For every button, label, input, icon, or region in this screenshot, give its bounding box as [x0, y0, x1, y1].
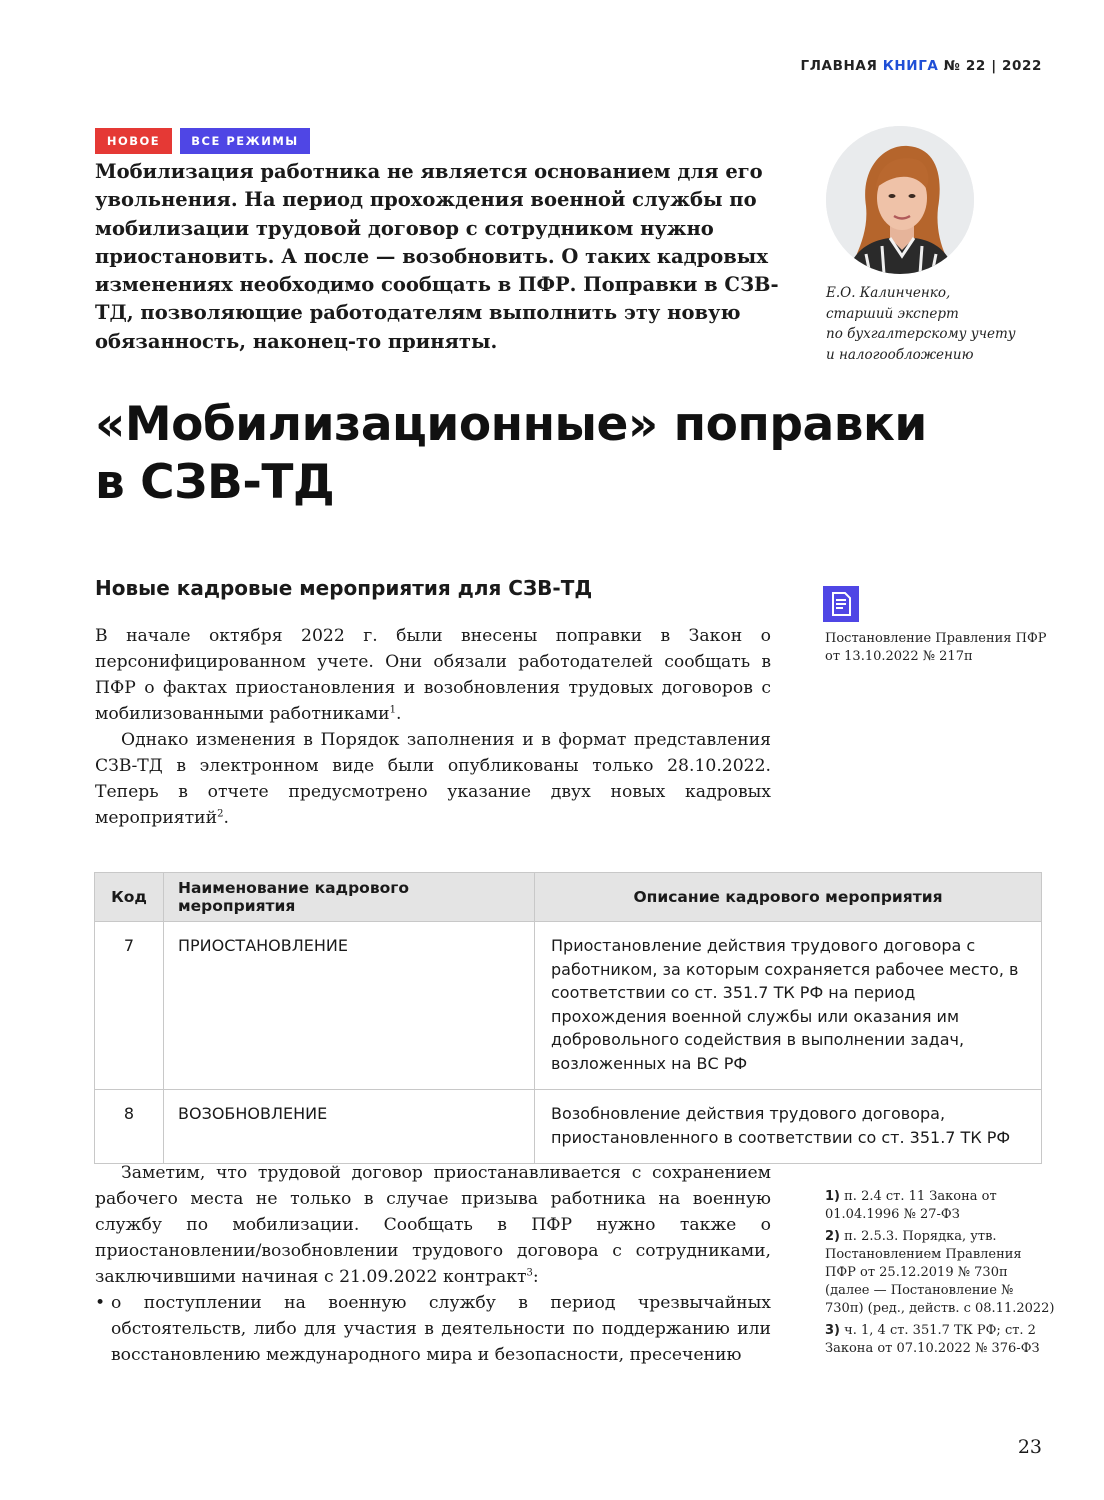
article-lead: Мобилизация работника не является основанием для его увольнения. На период прохождения военной службы по мобилизации трудовой договор с сотрудником нужно приостановить. А после — возобновить. О таких кадровых изменениях необходимо сообщать в ПФР. Поправки в СЗВ-ТД, позволяющие работодателям выполнить эту новую обязанность, наконец-то приняты.	[95, 160, 779, 353]
personnel-events-table	[94, 872, 1042, 1164]
list-item: • о поступлении на военную службу в период чрезвычайных обстоятельств, либо для участия в деятельности по поддержанию или восстановлению международного мира и безопасности, пресечению	[95, 1290, 771, 1368]
table-row	[95, 922, 1042, 1090]
tag-all-modes: ВСЕ РЕЖИМЫ	[180, 128, 310, 154]
cell-code: 8	[95, 1090, 164, 1164]
masthead-main: ГЛАВНАЯ	[800, 58, 878, 74]
masthead-book: КНИГА	[882, 58, 939, 74]
author-photo	[826, 126, 974, 274]
body-bottom	[95, 1160, 771, 1368]
paragraph-2: Однако изменения в Порядок заполнения и в формат представления СЗВ-ТД в электронном виде были опубликованы только 28.10.2022. Теперь в отчете предусмотрено указание двух новых кадровых мероприятий$^2$.	[95, 730, 771, 828]
author-position-1: старший эксперт	[826, 305, 959, 322]
column-header-code: Код	[95, 873, 164, 922]
side-note-reference: Постановление Правления ПФР от 13.10.2022 № 217п	[825, 631, 1047, 664]
table-header-row	[95, 873, 1042, 922]
column-header-description: Описание кадрового мероприятия	[535, 873, 1042, 922]
author-name: Е.О. Калинченко,	[826, 285, 951, 301]
author-position-2: по бухгалтерскому учету	[826, 326, 1016, 342]
footnote-ref-3[interactable]: 3	[526, 1267, 533, 1279]
section-heading: Новые кадровые мероприятия для СЗВ-ТД	[95, 576, 593, 600]
paragraph-1: В начале октября 2022 г. были внесены поправки в Закон о персонифицированном учете. Они обязали работодателей сообщать в ПФР о фактах приостановления и возобновления трудовых договоров с мобилизованными работниками$^1$.	[95, 626, 771, 724]
footnote-ref-1[interactable]: 1	[389, 704, 396, 716]
cell-description: Возобновление действия трудового договора, приостановленного в соответствии со ст. 351.7 ТК РФ	[535, 1090, 1042, 1164]
footnote-3: 3) ч. 1, 4 ст. 351.7 ТК РФ; ст. 2 Закона от 07.10.2022 № 376-ФЗ	[825, 1323, 1040, 1356]
magazine-masthead	[801, 58, 1042, 74]
cell-code: 7	[95, 922, 164, 1090]
column-header-name: Наименование кадрового мероприятия	[164, 873, 535, 922]
cell-name: ПРИОСТАНОВЛЕНИЕ	[164, 922, 535, 1090]
document-icon	[823, 586, 859, 622]
footnote-number: 3)	[825, 1323, 840, 1338]
title-line-1: «Мобилизационные» поправки	[95, 397, 927, 452]
page-number: 23	[1017, 1436, 1042, 1458]
footnote-number: 2)	[825, 1229, 840, 1244]
masthead-issue: № 22 | 2022	[943, 58, 1042, 74]
contract-list	[95, 1290, 771, 1368]
author-position-3: и налогообложению	[826, 346, 974, 363]
body-top	[95, 623, 771, 831]
footnote-2: 2) п. 2.5.3. Порядка, утв. Постановлением Правления ПФР от 25.12.2019 № 730п (далее — Постановление № 730п) (ред., действ. с 08.11.2022)	[825, 1229, 1055, 1316]
author-caption	[826, 283, 1056, 365]
title-line-2: в СЗВ-ТД	[95, 455, 335, 510]
cell-name: ВОЗОБНОВЛЕНИЕ	[164, 1090, 535, 1164]
paragraph-3: Заметим, что трудовой договор приостанавливается с сохранением рабочего места не только в случае призыва работника на военную службу по мобилизации. Сообщать в ПФР нужно также о приостановлении/возобновлении трудового договора с сотрудниками, заключившими начиная с 21.09.2022 контракт$^3$:	[95, 1163, 771, 1287]
article-title	[95, 396, 995, 512]
tag-new: НОВОЕ	[95, 128, 172, 154]
footnote-1: 1) п. 2.4 ст. 11 Закона от 01.04.1996 № 27-ФЗ	[825, 1189, 997, 1222]
cell-description: Приостановление действия трудового договора с работником, за которым сохраняется рабочее место, в соответствии со ст. 351.7 ТК РФ на период прохождения военной службы или оказания им добровольного содействия в выполнении задач, возложенных на ВС РФ	[535, 922, 1042, 1090]
footnotes	[825, 1188, 1055, 1362]
footnote-ref-2[interactable]: 2	[217, 808, 224, 820]
footnote-number: 1)	[825, 1189, 840, 1204]
table-row	[95, 1090, 1042, 1164]
